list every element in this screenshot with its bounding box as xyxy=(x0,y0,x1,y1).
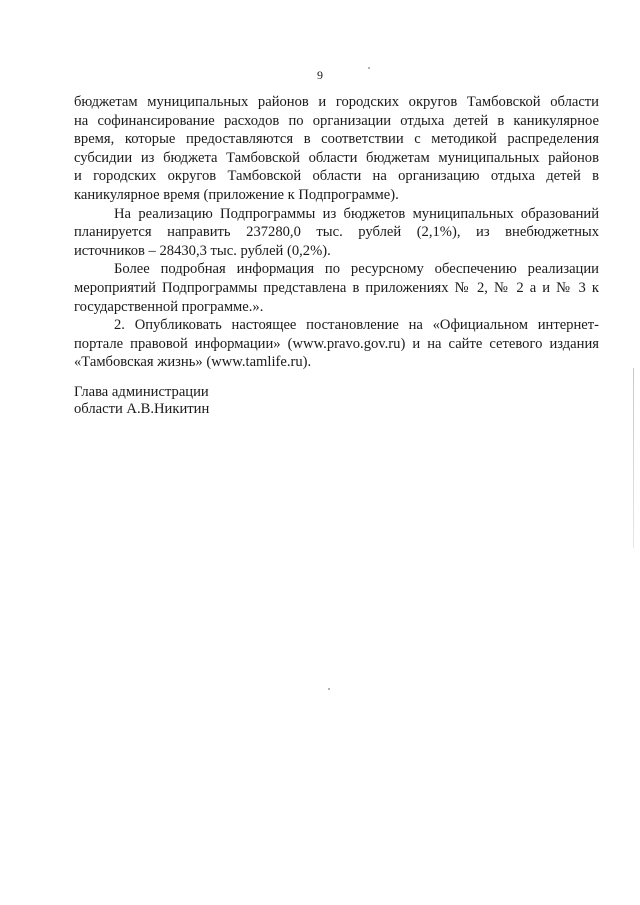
text-line: на софинансирование расходов по организации отдыха детей в каникулярное xyxy=(74,112,599,129)
text-line: и городских округов Тамбовской области на организацию отдыха детей в xyxy=(74,168,599,185)
signature-block xyxy=(74,384,209,418)
text-line: портале правовой информации» (www.pravo.gov.ru) и на сайте сетевого издания xyxy=(74,335,599,352)
text-line: 2. Опубликовать настоящее постановление на «Официальном интернет- xyxy=(114,317,599,334)
paragraph-subsidies xyxy=(74,93,599,205)
text-line: каникулярное время (приложение к Подпрограмме). xyxy=(74,186,399,203)
paragraph-funding xyxy=(74,205,599,261)
text-line: планируется направить 237280,0 тыс. рублей (2,1%), из внебюджетных xyxy=(74,224,599,241)
text-line: субсидии из бюджета Тамбовской области бюджетам муниципальных районов xyxy=(74,149,599,166)
text-line: мероприятий Подпрограммы представлена в приложениях № 2, № 2 а и № 3 к xyxy=(74,279,599,296)
text-line: «Тамбовская жизнь» (www.tamlife.ru). xyxy=(74,354,312,371)
paragraph-resources xyxy=(74,260,599,316)
scan-edge-artifact xyxy=(633,368,634,548)
paragraph-publish xyxy=(74,316,599,372)
text-line: время, которые предоставляются в соответствии с методикой распределения xyxy=(74,131,599,148)
scan-speck xyxy=(368,67,370,69)
signature-name: области А.В.Никитин xyxy=(74,401,210,417)
signature-title: Глава администрации xyxy=(74,384,209,400)
text-line: бюджетам муниципальных районов и городских округов Тамбовской области xyxy=(74,94,599,110)
text-line: источников – 28430,3 тыс. рублей (0,2%). xyxy=(74,242,331,259)
text-line: На реализацию Подпрограммы из бюджетов муниципальных образований xyxy=(114,205,599,222)
document-body xyxy=(74,93,599,372)
scan-speck xyxy=(328,688,330,690)
text-line: государственной программе.». xyxy=(74,298,264,315)
text-line: Более подробная информация по ресурсному обеспечению реализации xyxy=(114,261,599,278)
page-number: 9 xyxy=(317,68,323,82)
